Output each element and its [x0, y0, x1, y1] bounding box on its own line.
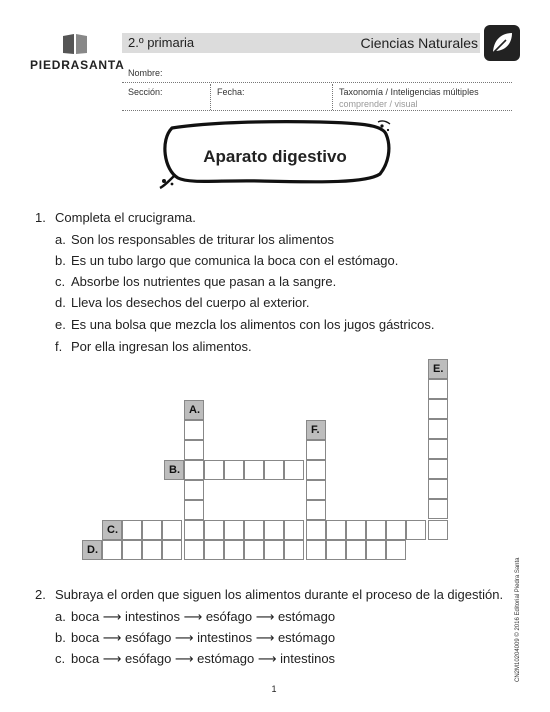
clue-letter: a. [55, 232, 66, 247]
clue-text: Lleva los desechos del cuerpo al exterior. [71, 295, 310, 310]
crossword-cell[interactable] [122, 540, 142, 560]
question-prompt: Completa el crucigrama. [55, 210, 196, 225]
crossword-cell[interactable] [184, 500, 204, 520]
section-field[interactable] [122, 84, 210, 110]
crossword-cell[interactable] [142, 540, 162, 560]
crossword-cell[interactable] [306, 460, 326, 480]
crossword-cell[interactable] [306, 440, 326, 460]
clue-letter: b. [55, 253, 66, 268]
clue-text: Por ella ingresan los alimentos. [71, 339, 252, 354]
crossword-cell[interactable] [204, 460, 224, 480]
crossword-cell[interactable] [326, 540, 346, 560]
crossword-cell[interactable] [428, 459, 448, 479]
date-field[interactable] [210, 84, 333, 110]
crossword-cell[interactable] [244, 460, 264, 480]
crossword-cell[interactable] [244, 520, 264, 540]
option-text: boca ⟶ intestinos ⟶ esófago ⟶ estómago [71, 609, 336, 624]
subject-label: Ciencias Naturales [360, 35, 478, 51]
clue-letter: e. [55, 317, 66, 332]
clue-letter: d. [55, 295, 66, 310]
clue-text: Es una bolsa que mezcla los alimentos con los jugos gástricos. [71, 317, 435, 332]
crossword-cell[interactable] [224, 520, 244, 540]
clue-text: Es un tubo largo que comunica la boca con el estómago. [71, 253, 399, 268]
clue-text: Son los responsables de triturar los alimentos [71, 232, 335, 247]
clue-item [55, 295, 309, 310]
crossword-cell[interactable] [428, 399, 448, 419]
clue-label-e: E. [428, 359, 448, 379]
taxonomy-label: Taxonomía / Inteligencias múltiples [339, 87, 479, 97]
crossword-cell[interactable] [306, 520, 326, 540]
grade-label: 2.º primaria [128, 35, 195, 50]
crossword-cell[interactable] [244, 540, 264, 560]
clue-item [55, 253, 398, 268]
question-number: 1. [35, 210, 46, 225]
question-2 [35, 587, 515, 605]
question-number: 2. [35, 587, 46, 602]
crossword-cell[interactable] [428, 379, 448, 399]
crossword-cell[interactable] [366, 520, 386, 540]
crossword-cell[interactable] [366, 540, 386, 560]
crossword-cell[interactable] [204, 540, 224, 560]
clue-label-b: B. [164, 460, 184, 480]
clue-label-f: F. [306, 420, 326, 440]
book-logo-icon [62, 33, 88, 55]
publisher-code: CN2M10204009 © 2016 Editorial Piedra Santa [515, 557, 521, 682]
meta-row [122, 84, 512, 111]
crossword-cell[interactable] [284, 460, 304, 480]
section-label: Sección: [128, 87, 163, 97]
clue-item [55, 232, 334, 247]
brand-name: PIEDRASANTA [30, 58, 125, 72]
option-letter: c. [55, 651, 66, 666]
crossword-cell[interactable] [264, 540, 284, 560]
crossword-cell[interactable] [406, 520, 426, 540]
name-label: Nombre: [128, 68, 163, 78]
question-prompt: Subraya el orden que siguen los alimentos durante el proceso de la digestión. [55, 587, 504, 602]
crossword-cell[interactable] [428, 520, 448, 540]
crossword-cell[interactable] [184, 520, 204, 540]
taxonomy-field [332, 84, 513, 110]
crossword-cell[interactable] [386, 540, 406, 560]
clue-item [55, 274, 336, 289]
option-letter: a. [55, 609, 66, 624]
page-number: 1 [271, 684, 277, 694]
crossword-cell[interactable] [326, 520, 346, 540]
sequence-option[interactable] [55, 609, 335, 625]
question-1 [35, 210, 515, 228]
page-title: Aparato digestivo [203, 147, 347, 166]
option-text: boca ⟶ esófago ⟶ intestinos ⟶ estómago [71, 630, 336, 645]
date-label: Fecha: [217, 87, 245, 97]
crossword-cell[interactable] [386, 520, 406, 540]
crossword-cell[interactable] [264, 520, 284, 540]
sequence-option[interactable] [55, 630, 335, 646]
crossword-cell[interactable] [346, 540, 366, 560]
crossword-cell[interactable] [428, 439, 448, 459]
taxonomy-value: comprender / visual [339, 99, 418, 109]
crossword-cell[interactable] [162, 540, 182, 560]
crossword-cell[interactable] [306, 540, 326, 560]
crossword-cell[interactable] [184, 420, 204, 440]
crossword-cell[interactable] [122, 520, 142, 540]
crossword-cell[interactable] [284, 540, 304, 560]
crossword-cell[interactable] [428, 479, 448, 499]
crossword-cell[interactable] [162, 520, 182, 540]
crossword-cell[interactable] [306, 480, 326, 500]
clue-letter: c. [55, 274, 66, 289]
crossword-cell[interactable] [184, 480, 204, 500]
crossword-cell[interactable] [184, 460, 204, 480]
crossword-cell[interactable] [428, 419, 448, 439]
crossword-cell[interactable] [142, 520, 162, 540]
option-text: boca ⟶ esófago ⟶ estómago ⟶ intestinos [71, 651, 336, 666]
clue-item [55, 317, 434, 332]
crossword-cell[interactable] [346, 520, 366, 540]
leaf-icon [484, 25, 520, 61]
clue-letter: f. [55, 339, 63, 354]
crossword-cell[interactable] [284, 520, 304, 540]
option-letter: b. [55, 630, 66, 645]
crossword-cell[interactable] [306, 500, 326, 520]
clue-item [55, 339, 252, 354]
crossword-cell[interactable] [102, 540, 122, 560]
clue-label-c: C. [102, 520, 122, 540]
crossword-cell[interactable] [224, 540, 244, 560]
name-field[interactable] [122, 64, 512, 83]
sequence-option[interactable] [55, 651, 335, 667]
crossword-cell[interactable] [204, 520, 224, 540]
crossword-cell[interactable] [428, 499, 448, 519]
crossword-cell[interactable] [224, 460, 244, 480]
clue-label-d: D. [82, 540, 102, 560]
crossword-cell[interactable] [184, 440, 204, 460]
crossword-cell[interactable] [184, 540, 204, 560]
clue-text: Absorbe los nutrientes que pasan a la sangre. [71, 274, 337, 289]
clue-label-a: A. [184, 400, 204, 420]
crossword-cell[interactable] [264, 460, 284, 480]
